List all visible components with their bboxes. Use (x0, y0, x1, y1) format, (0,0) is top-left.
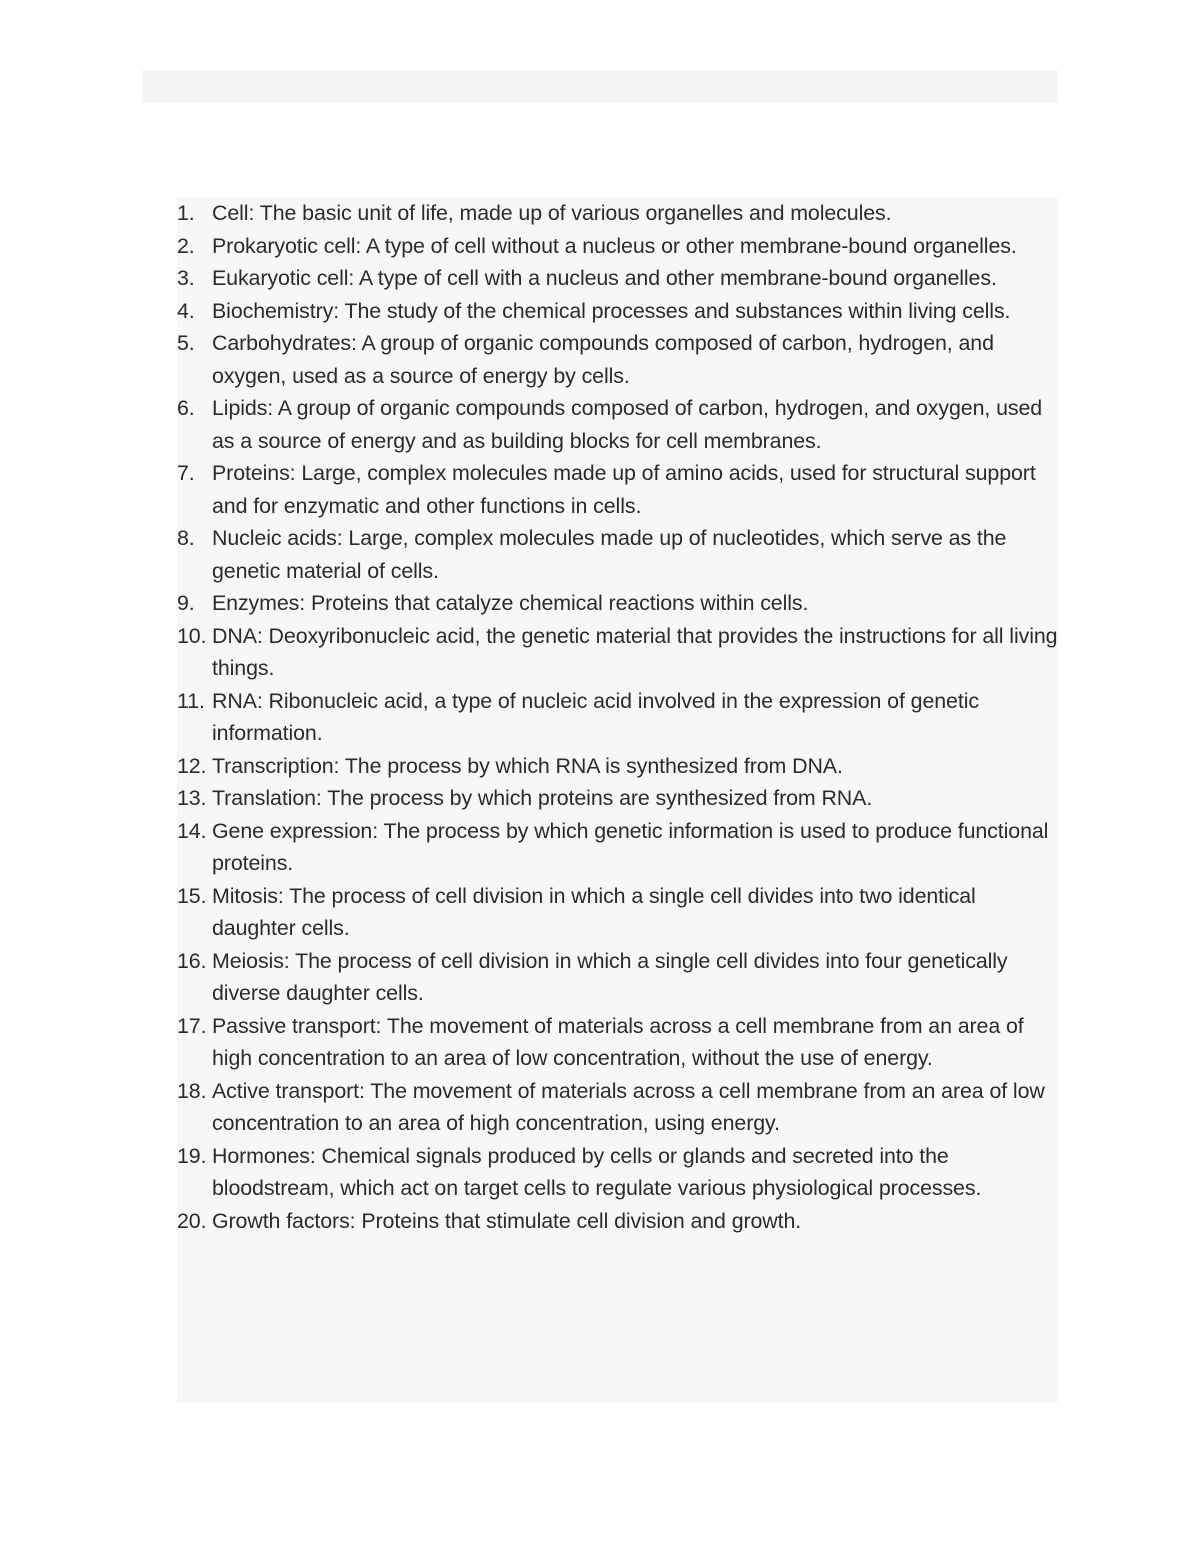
list-item (177, 457, 1058, 522)
list-item (177, 782, 1058, 815)
item-number: 1. (177, 201, 195, 225)
item-text: Active transport: The movement of materials across a cell membrane from an area of low concentration to an area of high concentration, using energy. (212, 1078, 1045, 1135)
list-item (177, 587, 1058, 620)
item-text: Translation: The process by which proteins are synthesized from RNA. (212, 786, 873, 810)
item-number: 14. (177, 818, 207, 843)
definitions-panel (177, 197, 1058, 1403)
item-number: 8. (177, 526, 195, 550)
item-text: Lipids: A group of organic compounds composed of carbon, hydrogen, and oxygen, used as a source of energy and as building blocks for cell membranes. (212, 396, 1043, 453)
item-text: Meiosis: The process of cell division in which a single cell divides into four genetically diverse daughter cells. (212, 948, 1008, 1005)
list-item (177, 262, 1058, 295)
item-text: Mitosis: The process of cell division in which a single cell divides into two identical daughter cells. (212, 883, 976, 940)
page-header-bar (142, 70, 1058, 103)
list-item (177, 522, 1058, 587)
item-number: 7. (177, 461, 195, 485)
definitions-list (177, 197, 1058, 1237)
list-item (177, 945, 1058, 1010)
list-item (177, 392, 1058, 457)
list-item (177, 197, 1058, 230)
list-item (177, 685, 1058, 750)
item-number: 20. (177, 1208, 207, 1233)
item-number: 11. (177, 688, 205, 713)
list-item (177, 1075, 1058, 1140)
item-text: Hormones: Chemical signals produced by cells or glands and secreted into the bloodstream, which act on target cells to regulate various physiological processes. (212, 1143, 982, 1200)
item-number: 17. (177, 1013, 207, 1038)
list-item (177, 1010, 1058, 1075)
item-number: 3. (177, 266, 195, 290)
item-number: 2. (177, 233, 195, 258)
list-item (177, 880, 1058, 945)
item-text: RNA: Ribonucleic acid, a type of nucleic acid involved in the expression of genetic information. (212, 688, 979, 745)
list-item (177, 295, 1058, 328)
list-item (177, 230, 1058, 263)
item-text: Carbohydrates: A group of organic compounds composed of carbon, hydrogen, and oxygen, used as a source of energy by cells. (212, 331, 994, 388)
item-text: Growth factors: Proteins that stimulate cell division and growth. (212, 1208, 802, 1233)
item-number: 10. (177, 623, 207, 648)
item-text: Passive transport: The movement of materials across a cell membrane from an area of high concentration to an area of low concentration, without the use of energy. (212, 1013, 1024, 1070)
item-number: 13. (177, 786, 207, 810)
item-text: Gene expression: The process by which genetic information is used to produce functional proteins. (212, 818, 1049, 875)
item-number: 9. (177, 591, 195, 615)
list-item (177, 1140, 1058, 1205)
list-item (177, 815, 1058, 880)
item-number: 18. (177, 1078, 207, 1103)
item-text: Biochemistry: The study of the chemical processes and substances within living cells. (212, 298, 1011, 323)
item-number: 5. (177, 331, 195, 355)
item-text: Nucleic acids: Large, complex molecules made up of nucleotides, which serve as the genetic material of cells. (212, 526, 1007, 583)
item-number: 19. (177, 1143, 207, 1168)
item-text: Cell: The basic unit of life, made up of various organelles and molecules. (212, 201, 892, 225)
list-item (177, 327, 1058, 392)
item-number: 16. (177, 948, 207, 973)
item-text: Enzymes: Proteins that catalyze chemical reactions within cells. (212, 591, 809, 615)
list-item (177, 1205, 1058, 1238)
item-text: Proteins: Large, complex molecules made up of amino acids, used for structural support and for enzymatic and other functions in cells. (212, 461, 1036, 518)
list-item (177, 620, 1058, 685)
item-number: 6. (177, 396, 195, 420)
list-item (177, 750, 1058, 783)
item-text: Prokaryotic cell: A type of cell without a nucleus or other membrane-bound organelles. (212, 233, 1017, 258)
item-number: 12. (177, 753, 207, 778)
item-number: 4. (177, 298, 195, 323)
item-text: Transcription: The process by which RNA is synthesized from DNA. (212, 753, 843, 778)
item-number: 15. (177, 883, 207, 908)
item-text: DNA: Deoxyribonucleic acid, the genetic material that provides the instructions for all living things. (212, 623, 1058, 680)
item-text: Eukaryotic cell: A type of cell with a nucleus and other membrane-bound organelles. (212, 266, 997, 290)
